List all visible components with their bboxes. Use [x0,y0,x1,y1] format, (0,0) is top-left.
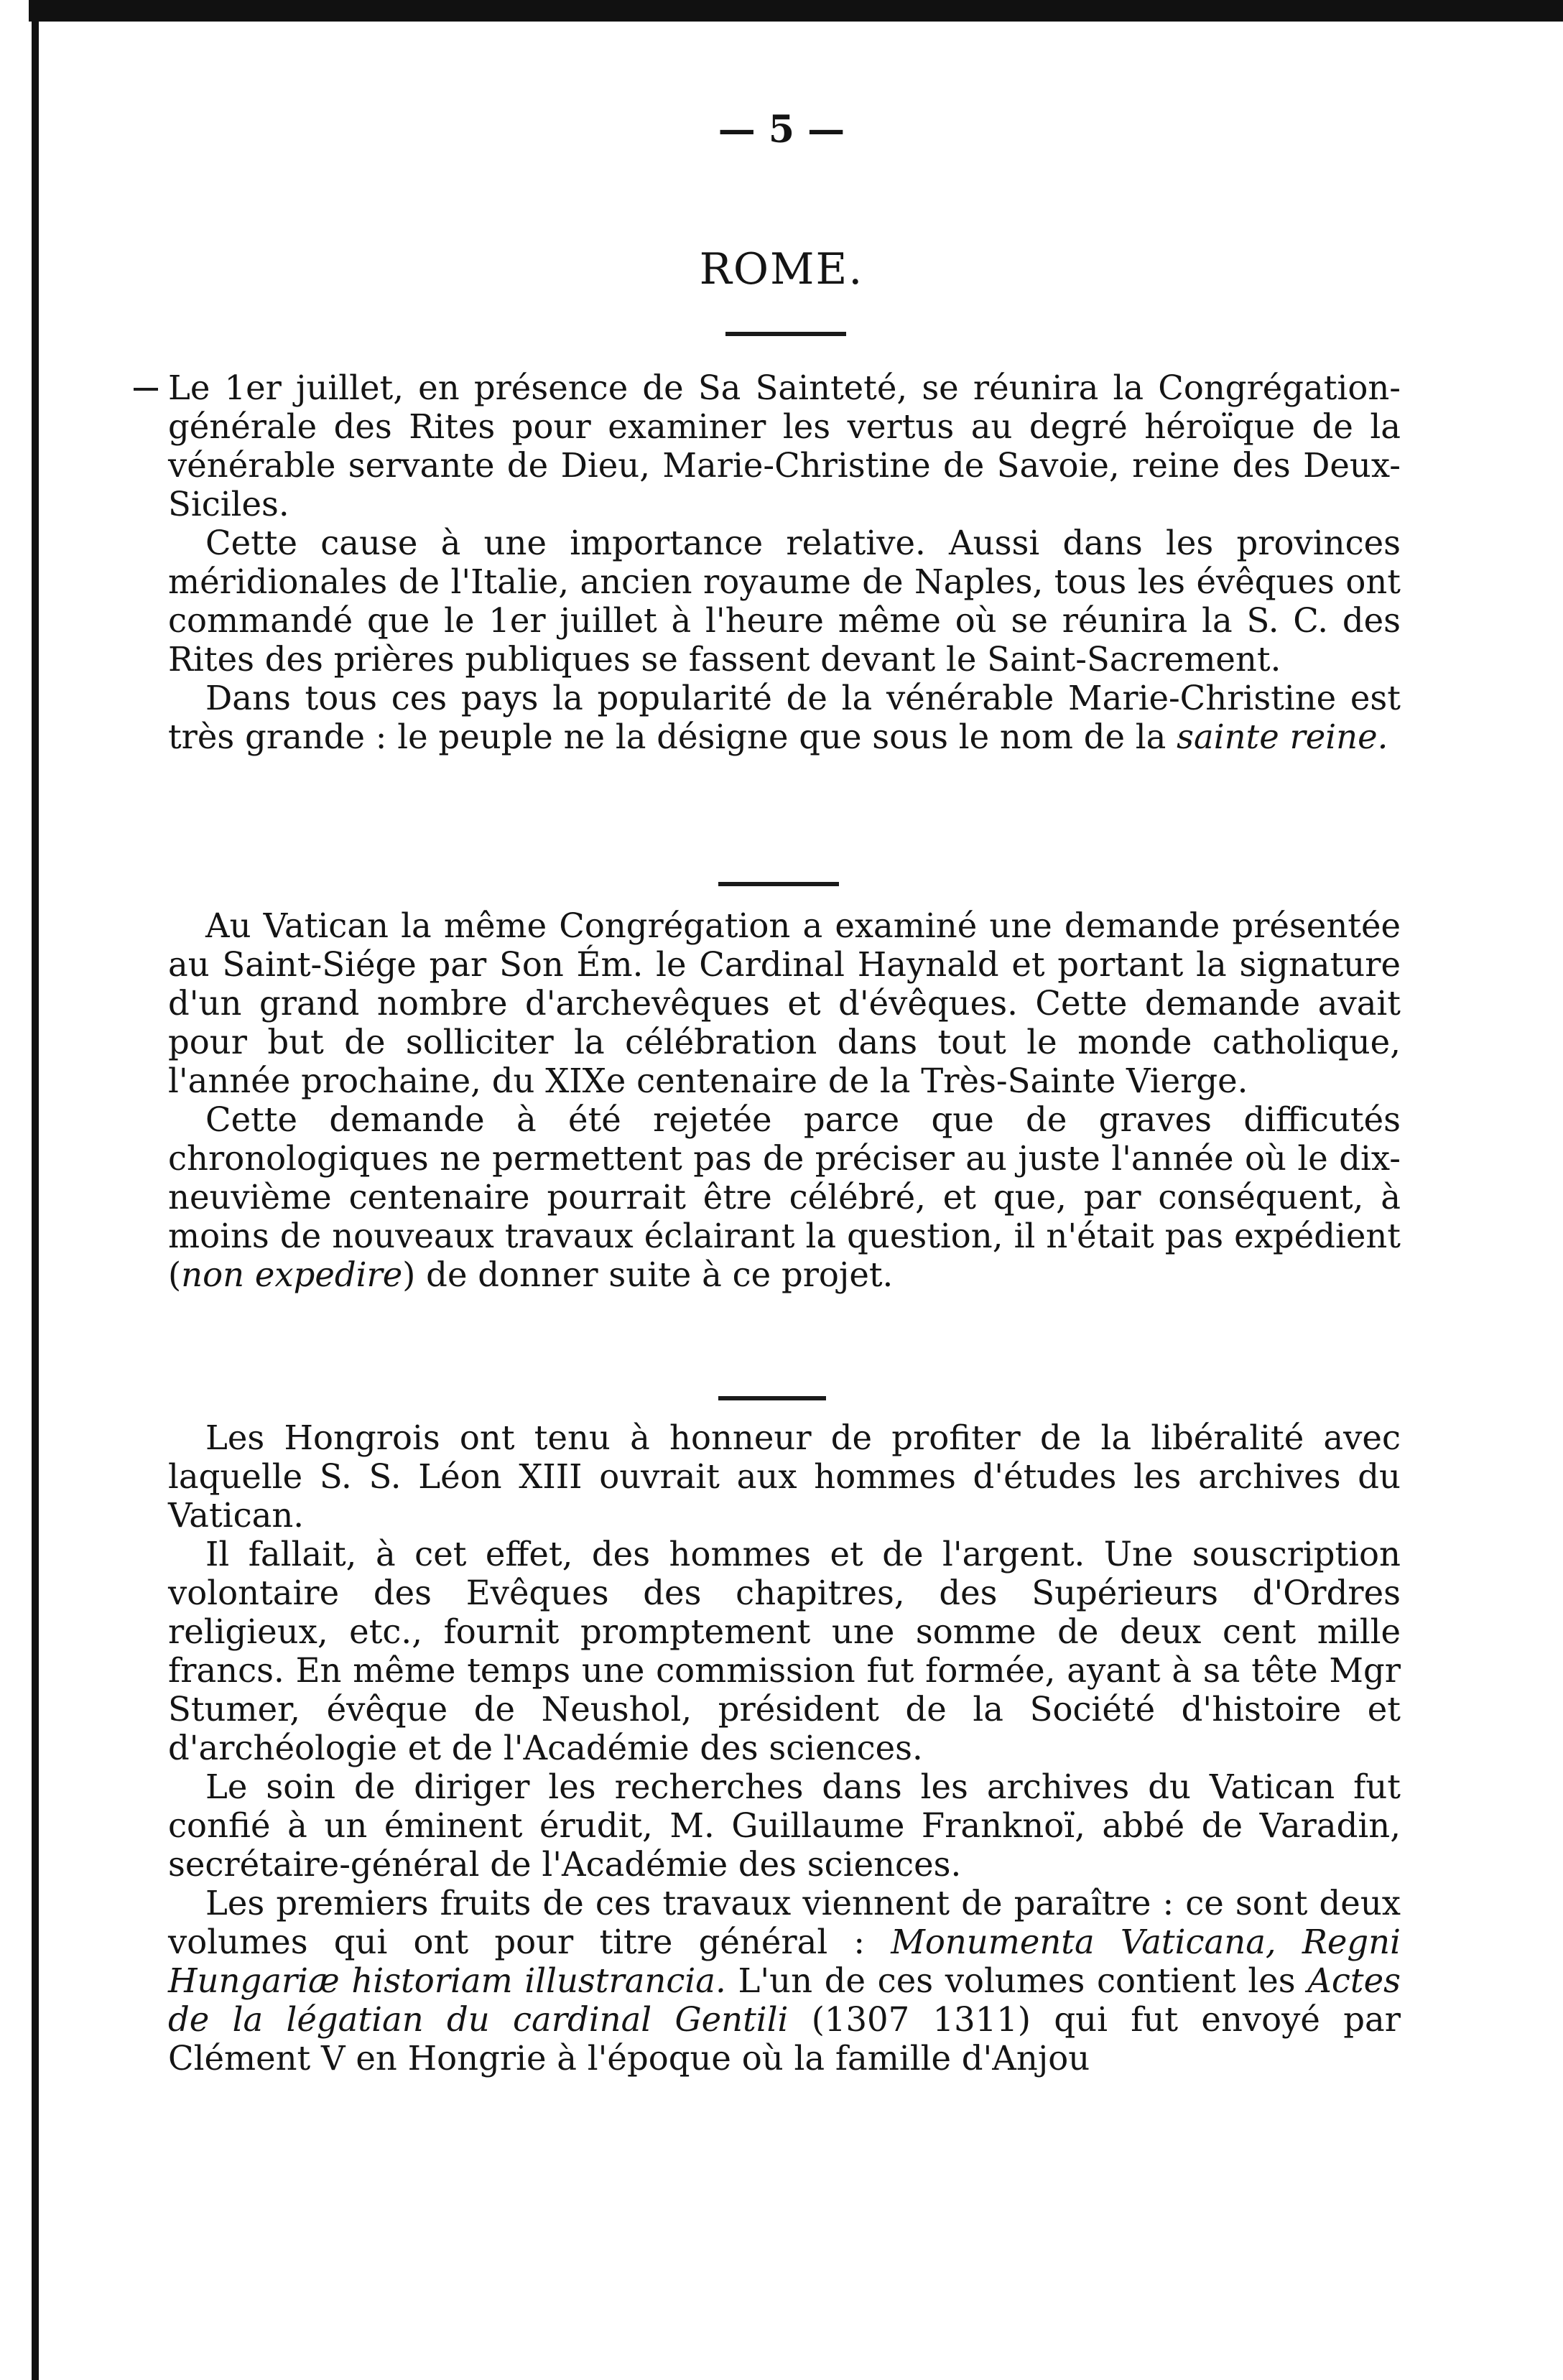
italic-text: Monumenta Vaticana, Regni Hungariæ historiam illustrancia. [168,1923,1401,2000]
section-separator [718,1396,826,1400]
paragraph [168,1100,1401,1294]
paragraph: Le soin de diriger les recherches dans les archives du Vatican fut confié à un éminent érudit, M. Guillaume Franknoï, abbé de Varadin, secrétaire-général de l'Académie des sciences. [168,1767,1401,1884]
paragraph-text: Les premiers fruits de ces travaux viennent de paraître : ce sont deux volumes qui ont pour titre général : [168,1884,1401,1961]
page-title: ROME. [699,244,864,294]
paragraph [168,679,1401,756]
paragraph: Il fallait, à cet effet, des hommes et de l'argent. Une souscription volontaire des Evêques des chapitres, des Supérieurs d'Ordres religieux, etc., fournit promptement une somme de deux cent mille francs. En même temps une commission fut formée, ayant à sa tête Mgr Stumer, évêque de Neushol, président de la Société d'histoire et d'archéologie et de l'Académie des sciences. [168,1535,1401,1767]
paragraph: Au Vatican la même Congrégation a examiné une demande présentée au Saint-Siége par Son Ém. le Cardinal Haynald et portant la signature d'un grand nombre d'archevêques et d'évêques. Cette demande avait pour but de solliciter la célébration dans tout le monde catholique, l'année prochaine, du XIXe centenaire de la Très-Sainte Vierge. [168,906,1401,1100]
paragraph-text: Cette demande à été rejetée parce que de graves difficutés chronologiques ne permettent pas de préciser au juste l'année où le dix-neuvième centenaire pourrait être célébré, et que, par conséquent, à moins de nouveaux travaux éclairant la question, il n'était pas expédient ( [168,1100,1401,1294]
italic-text: non expedire [181,1255,403,1294]
paragraph: Les Hongrois ont tenu à honneur de profiter de la libéralité avec laquelle S. S. Léon XIII ouvrait aux hommes d'études les archives du Vatican. [168,1418,1401,1535]
paragraph [168,1884,1401,2078]
title-separator [725,332,846,336]
section-separator [718,882,839,886]
section-hongrois [168,1418,1401,2078]
section-vatican [168,906,1401,1294]
paragraph-text: L'un de ces volumes contient les [738,1961,1296,2000]
left-border-rule [32,0,39,2380]
italic-text: Actes de la légatian du cardinal Gentili [168,1961,1401,2039]
paragraph: Le 1er juillet, en présence de Sa Sainteté, se réunira la Congrégation-générale des Rites pour examiner les vertus au degré héroïque de la vénérable servante de Dieu, Marie-Christine de Savoie, reine des Deux-Siciles. [168,368,1401,524]
page-number: — 5 — [718,108,845,152]
top-border-rule [29,0,1563,22]
paragraph-text: (1307 1311) qui fut envoyé par Clément V en Hongrie à l'époque où la famille d'Anjou [168,2000,1401,2078]
paragraph: Cette cause à une importance relative. Aussi dans les provinces méridionales de l'Italie, ancien royaume de Naples, tous les évêques ont commandé que le 1er juillet à l'heure même où se réunira la S. C. des Rites des prières publiques se fassent devant le Saint-Sacrement. [168,524,1401,679]
section-rites [168,368,1401,756]
leading-dash [134,388,158,391]
italic-text: sainte reine. [1177,717,1388,756]
paragraph-text: ) de donner suite à ce projet. [402,1255,894,1294]
paragraph-text: Dans tous ces pays la popularité de la vénérable Marie-Christine est très grande : le peuple ne la désigne que sous le nom de la [168,679,1401,756]
